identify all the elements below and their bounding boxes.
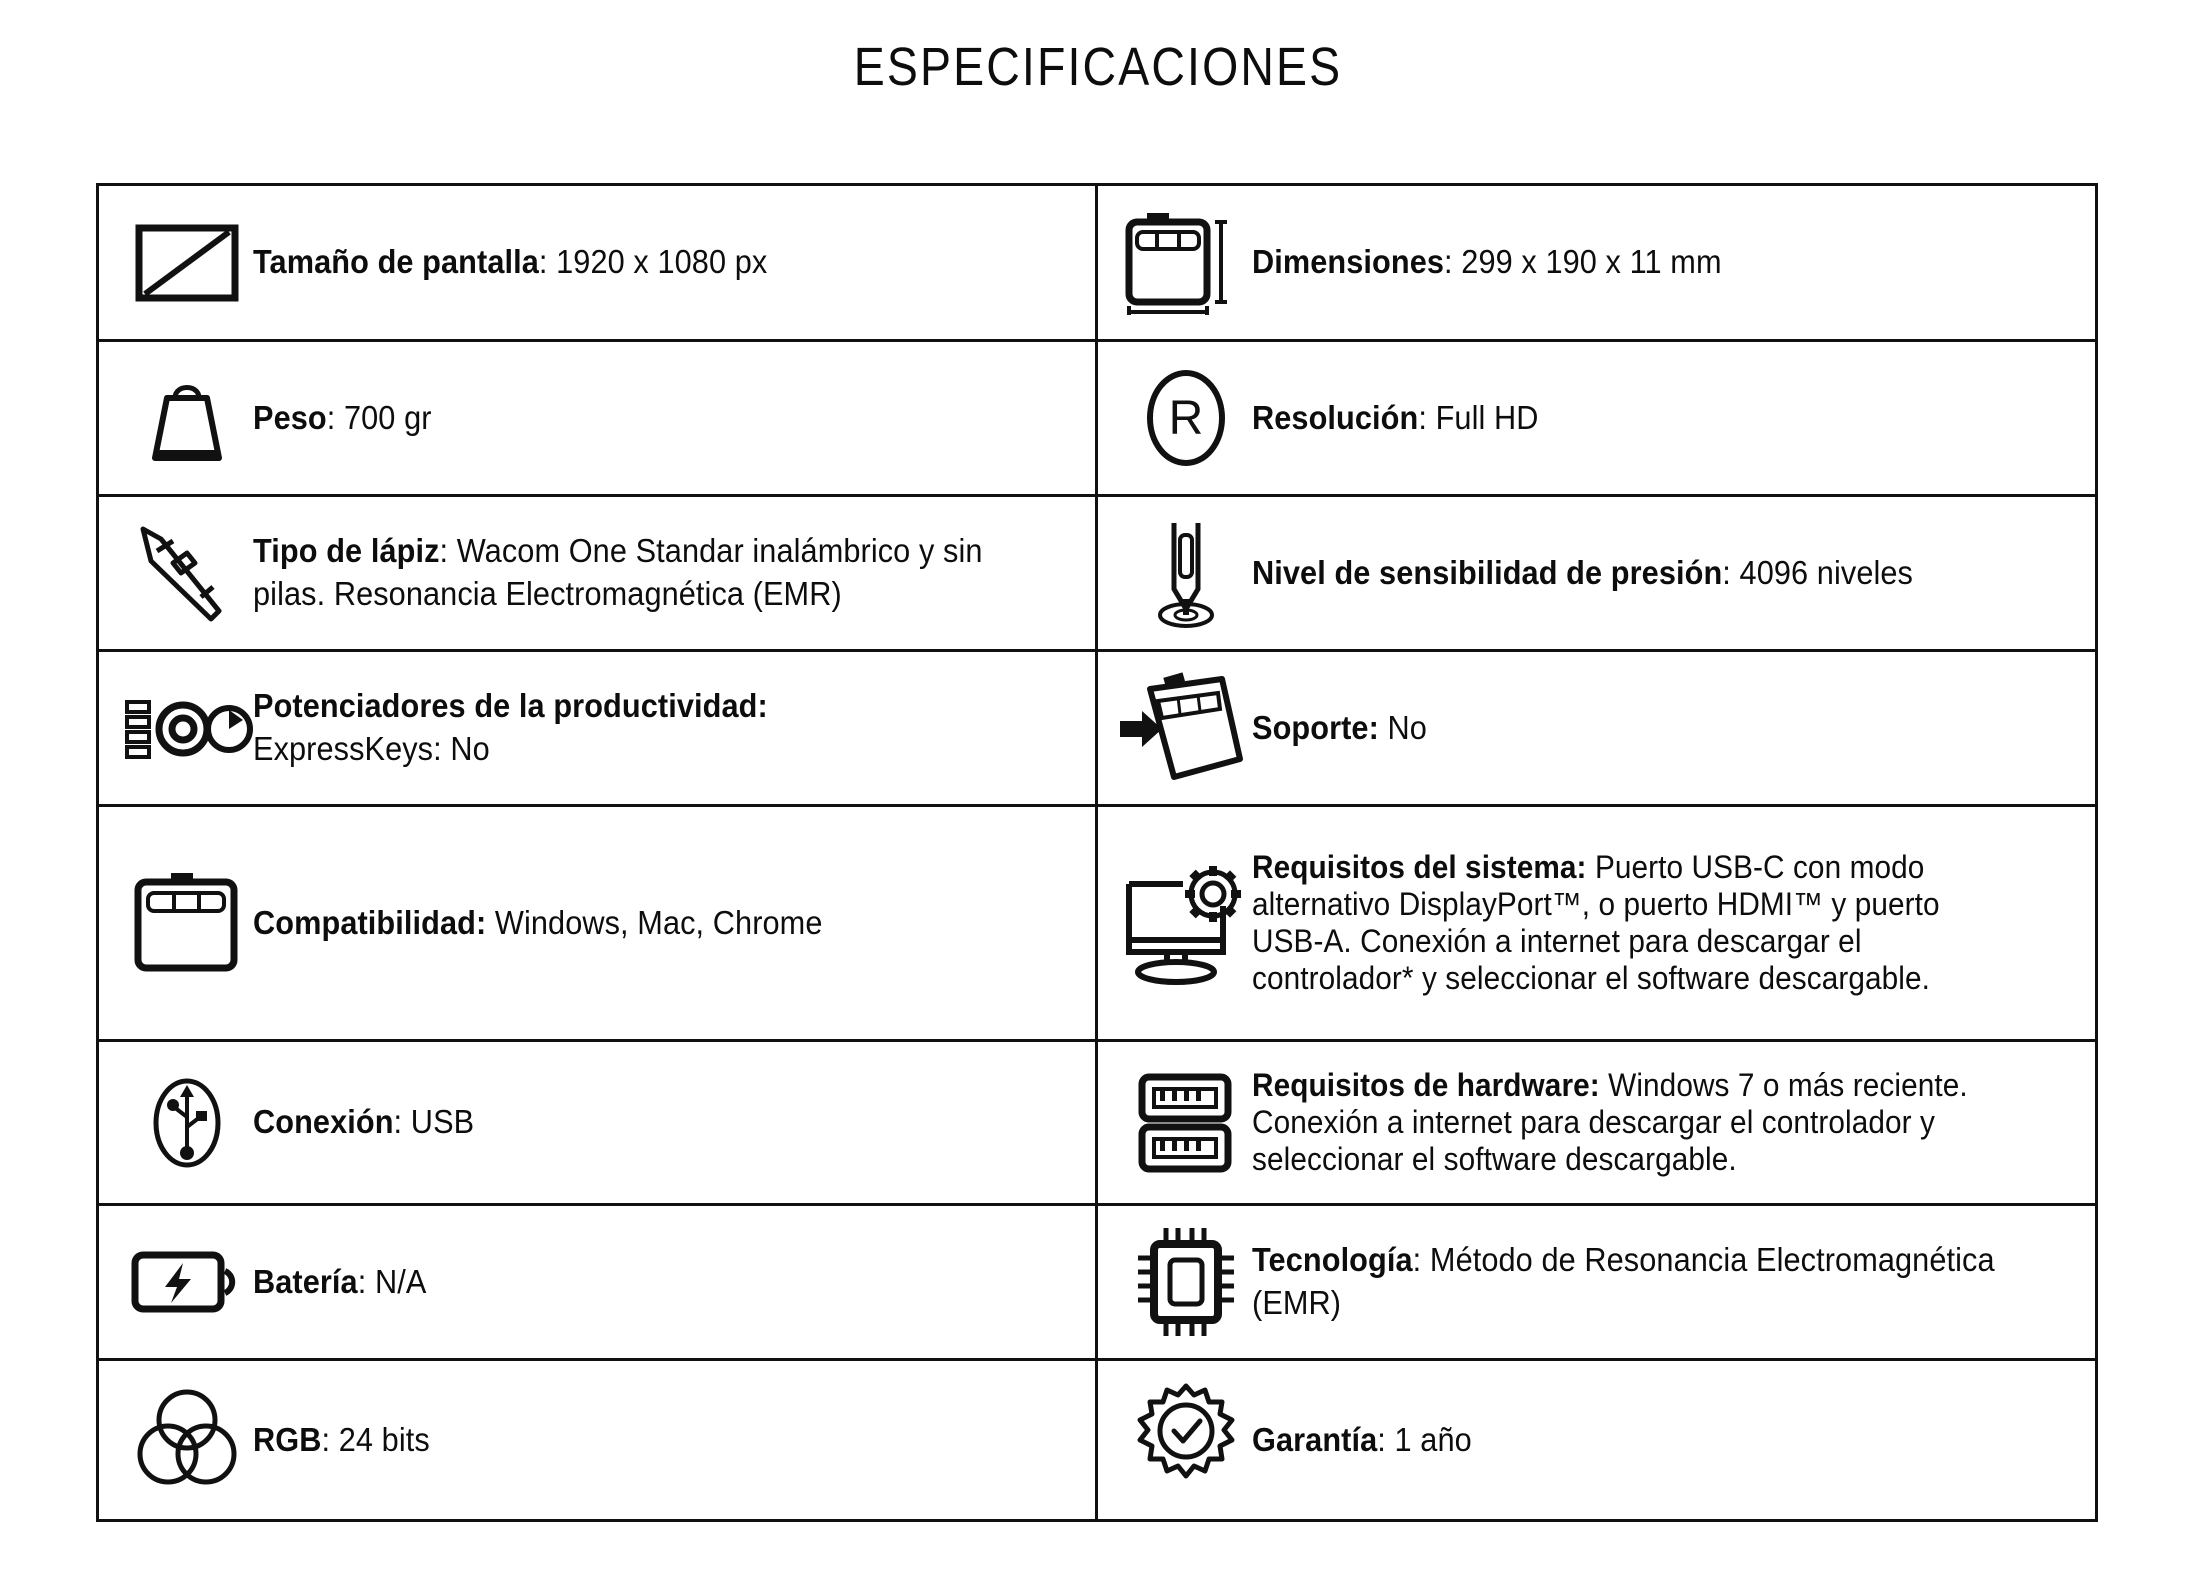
spec-separator: [1600, 1067, 1608, 1103]
spec-label: Requisitos de hardware:: [1252, 1066, 1600, 1103]
spec-label: Compatibilidad:: [253, 903, 487, 941]
spec-text: [1252, 707, 2019, 750]
battery-icon: [121, 1249, 253, 1315]
table-row: [99, 186, 2095, 342]
spec-cell-hardware-requirements: [1098, 1042, 2095, 1203]
spec-text: [1252, 397, 2019, 440]
spec-value: Método de Resonancia Electromagnética (EMR): [1252, 1241, 1995, 1321]
spec-cell-pressure-levels: [1098, 497, 2095, 649]
spec-cell-dimensions: [1098, 186, 2095, 339]
spec-text: [1252, 1239, 2019, 1325]
spec-text: [253, 241, 1019, 284]
spec-text: [253, 1101, 1019, 1144]
spec-cell-system-requirements: [1098, 807, 2095, 1039]
spec-text: [253, 1419, 1019, 1462]
spec-value: 4096 niveles: [1739, 553, 1913, 591]
table-row: [99, 1042, 2095, 1206]
spec-value: 24 bits: [338, 1420, 430, 1458]
spec-label: Garantía: [1252, 1420, 1378, 1458]
pressure-stylus-icon: [1120, 517, 1252, 629]
spec-label: Batería: [253, 1262, 358, 1300]
spec-separator: :: [1722, 553, 1740, 591]
spec-separator: :: [538, 243, 557, 281]
tablet-dimensions-icon: [1120, 211, 1252, 315]
spec-value: 1920 x 1080 px: [556, 243, 768, 281]
warranty-badge-icon: [1120, 1384, 1252, 1496]
spec-text: [253, 902, 1019, 945]
spec-cell-connection: [99, 1042, 1098, 1203]
table-row: [99, 807, 2095, 1042]
spec-label: Potenciadores de la productividad:: [253, 687, 768, 725]
spec-value: 1 año: [1394, 1420, 1472, 1458]
table-row: [99, 342, 2095, 497]
spec-label: Tipo de lápiz: [253, 532, 440, 570]
chip-icon: [1120, 1224, 1252, 1340]
spec-value: Puerto USB-C con modo alternativo DisplayPort™, o puerto HDMI™ y puerto USB-A. Conexión a internet para descargar el controlador* y seleccionar el software descargable.: [1252, 848, 1940, 997]
table-row: [99, 1206, 2095, 1361]
spec-separator: :: [1412, 1241, 1430, 1279]
spec-cell-resolution: [1098, 342, 2095, 494]
spec-separator: [486, 904, 495, 941]
svg-text:R: R: [1168, 392, 1204, 445]
spec-separator: [1587, 849, 1595, 885]
spec-value: Wacom One Standar inalámbrico y sin pilas. Resonancia Electromagnética (EMR): [253, 532, 983, 612]
spec-label: Resolución: [1252, 398, 1419, 436]
spec-label: Conexión: [253, 1103, 394, 1141]
screen-size-icon: [121, 224, 253, 302]
usb-connection-icon: [121, 1073, 253, 1173]
spec-text: [1252, 552, 2019, 595]
spec-separator: :: [326, 398, 344, 436]
spec-value: USB: [410, 1103, 475, 1141]
table-row: [99, 1361, 2095, 1519]
spec-separator: [1379, 709, 1388, 746]
table-row: [99, 652, 2095, 807]
spec-label: Requisitos del sistema:: [1252, 848, 1587, 885]
spec-text: [253, 1261, 1019, 1304]
spec-text: [1252, 241, 2019, 284]
spec-label: Peso: [253, 398, 327, 436]
spec-cell-compatibility: [99, 807, 1098, 1039]
spec-label: Soporte:: [1252, 708, 1379, 746]
weight-icon: [121, 372, 253, 464]
spec-value: N/A: [374, 1262, 427, 1300]
spec-value: 700 gr: [343, 398, 432, 436]
spec-separator: :: [1377, 1420, 1395, 1458]
spec-value: No: [1387, 708, 1427, 746]
spec-label: Tecnología: [1252, 1241, 1413, 1279]
spec-cell-warranty: [1098, 1361, 2095, 1519]
spec-cell-screen-size: [99, 186, 1098, 339]
page-title: ESPECIFICACIONES: [853, 37, 1343, 97]
specifications-table: [96, 183, 2098, 1522]
usb-ports-icon: [1120, 1071, 1252, 1175]
spec-separator: :: [1444, 243, 1462, 281]
spec-text: [1252, 1067, 2019, 1178]
spec-separator: :: [439, 532, 457, 570]
rgb-circles-icon: [121, 1386, 253, 1494]
spec-value: Windows, Mac, Chrome: [494, 903, 823, 941]
spec-separator: :: [393, 1103, 411, 1141]
table-row: [99, 497, 2095, 652]
spec-text: [1252, 849, 2019, 997]
spec-cell-technology: [1098, 1206, 2095, 1358]
spec-cell-weight: [99, 342, 1098, 494]
spec-cell-rgb: [99, 1361, 1098, 1519]
resolution-r-icon: [1120, 368, 1252, 468]
spec-label: Dimensiones: [1252, 243, 1445, 281]
spec-cell-battery: [99, 1206, 1098, 1358]
monitor-gear-icon: [1120, 860, 1252, 986]
spec-label: Tamaño de pantalla: [253, 243, 539, 281]
spec-separator: :: [1418, 398, 1436, 436]
spec-value: Full HD: [1435, 398, 1539, 436]
spec-text: [253, 530, 1019, 616]
tablet-stand-icon: [1120, 673, 1252, 783]
spec-separator: :: [321, 1420, 339, 1458]
spec-text: [1252, 1419, 2019, 1462]
spec-text: [253, 397, 1019, 440]
spec-label: Nivel de sensibilidad de presión: [1252, 553, 1723, 591]
spec-label: RGB: [253, 1420, 322, 1458]
spec-separator: :: [357, 1262, 375, 1300]
tablet-icon: [121, 871, 253, 975]
stylus-pen-icon: [121, 519, 253, 627]
spec-value: ExpressKeys: No: [253, 730, 490, 767]
spec-value: 299 x 190 x 11 mm: [1461, 243, 1722, 281]
spec-cell-pen-type: [99, 497, 1098, 649]
spec-value: Windows 7 o más reciente. Conexión a internet para descargar el controlador y seleccionar el software descargable.: [1252, 1066, 1968, 1178]
spec-cell-productivity: [99, 652, 1098, 804]
spec-text: [253, 685, 1019, 771]
spec-cell-stand: [1098, 652, 2095, 804]
expresskeys-icon: [121, 692, 253, 764]
